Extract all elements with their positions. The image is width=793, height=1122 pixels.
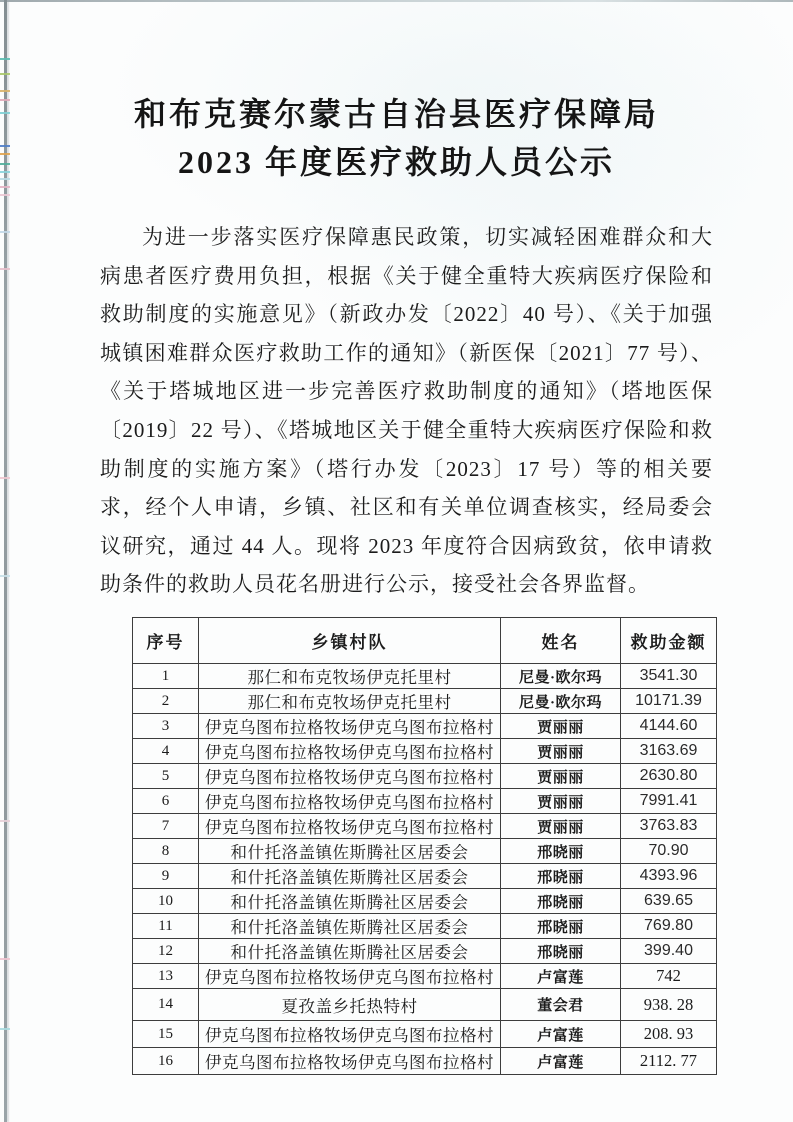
table-row [133,914,717,939]
row-amount-cell: 3163.69 [621,739,717,764]
row-index-cell: 15 [133,1021,199,1048]
row-unit-cell: 伊克乌图布拉格牧场伊克乌图布拉格村 [199,764,501,789]
row-amount-cell: 7991.41 [621,789,717,814]
scan-edge-color-mark [0,820,10,822]
row-index-cell: 12 [133,939,199,964]
row-amount-cell: 2630.80 [621,764,717,789]
row-unit-cell: 伊克乌图布拉格牧场伊克乌图布拉格村 [199,714,501,739]
scan-edge-color-mark [0,231,10,233]
row-index-cell: 9 [133,864,199,889]
row-index-cell: 2 [133,689,199,714]
row-name-cell: 卢富莲 [501,1048,621,1075]
column-header-unit: 乡镇村队 [199,618,501,664]
row-index-cell: 6 [133,789,199,814]
scan-top-edge-artifact [0,0,793,2]
row-name-cell: 邢晓丽 [501,864,621,889]
table-header-row [133,618,717,664]
row-name-cell: 贾丽丽 [501,764,621,789]
table-row [133,664,717,689]
assistance-roster-table [132,617,717,1075]
row-amount-cell: 938. 28 [621,989,717,1021]
table-row [133,1048,717,1075]
table-row [133,739,717,764]
row-index-cell: 3 [133,714,199,739]
row-unit-cell: 伊克乌图布拉格牧场伊克乌图布拉格村 [199,964,501,989]
row-unit-cell: 夏孜盖乡托热特村 [199,989,501,1021]
row-name-cell: 尼曼·欧尔玛 [501,664,621,689]
table-row [133,714,717,739]
row-index-cell: 11 [133,914,199,939]
row-name-cell: 贾丽丽 [501,714,621,739]
row-name-cell: 贾丽丽 [501,739,621,764]
row-unit-cell: 和什托洛盖镇佐斯腾社区居委会 [199,839,501,864]
row-unit-cell: 和什托洛盖镇佐斯腾社区居委会 [199,889,501,914]
row-index-cell: 1 [133,664,199,689]
row-name-cell: 贾丽丽 [501,789,621,814]
scan-edge-color-mark [0,1028,10,1030]
row-index-cell: 13 [133,964,199,989]
row-name-cell: 邢晓丽 [501,914,621,939]
table-row [133,964,717,989]
row-amount-cell: 4393.96 [621,864,717,889]
row-index-cell: 4 [133,739,199,764]
row-index-cell: 10 [133,889,199,914]
table-row [133,989,717,1021]
document-body-paragraph: 为进一步落实医疗保障惠民政策，切实减轻困难群众和大病患者医疗费用负担，根据《关于健全重特大疾病医疗保险和救助制度的实施意见》（新政办发〔2022〕40 号）、《关于加强城镇困难群众医疗救助工作的通知》（新医保〔2021〕77 号）、《关于塔城地区进一步完善医疗救助制度的通知》（塔地医保〔2019〕22 号）、《塔城地区关于健全重特大疾病医疗保险和救助制度的实施方案》（塔行办发〔2023〕17 号）等的相关要求，经个人申请，乡镇、社区和有关单位调查核实，经局委会议研究，通过 44 人。现将 2023 年度符合因病致贫，依申请救助条件的救助人员花名册进行公示，接受社会各界监督。 [100,225,713,597]
column-header-name: 姓名 [501,618,621,664]
assistance-table-body [133,664,717,1075]
row-amount-cell: 769.80 [621,914,717,939]
row-name-cell: 邢晓丽 [501,889,621,914]
row-unit-cell: 和什托洛盖镇佐斯腾社区居委会 [199,914,501,939]
row-name-cell: 邢晓丽 [501,939,621,964]
row-index-cell: 7 [133,814,199,839]
row-unit-cell: 伊克乌图布拉格牧场伊克乌图布拉格村 [199,739,501,764]
row-name-cell: 尼曼·欧尔玛 [501,689,621,714]
scan-edge-color-mark [0,194,10,196]
document-title-line2: 2023 年度医疗救助人员公示 [177,144,615,180]
table-row [133,689,717,714]
table-row [133,1021,717,1048]
row-unit-cell: 伊克乌图布拉格牧场伊克乌图布拉格村 [199,814,501,839]
row-name-cell: 贾丽丽 [501,814,621,839]
table-row [133,864,717,889]
scan-edge-color-mark [0,268,10,270]
scan-edge-color-mark [0,477,10,479]
column-header-amount: 救助金额 [621,618,717,664]
row-name-cell: 董会君 [501,989,621,1021]
row-unit-cell: 伊克乌图布拉格牧场伊克乌图布拉格村 [199,1021,501,1048]
row-unit-cell: 和什托洛盖镇佐斯腾社区居委会 [199,939,501,964]
document-title [0,90,793,186]
row-unit-cell: 伊克乌图布拉格牧场伊克乌图布拉格村 [199,1048,501,1075]
table-row [133,814,717,839]
row-amount-cell: 4144.60 [621,714,717,739]
row-unit-cell: 伊克乌图布拉格牧场伊克乌图布拉格村 [199,789,501,814]
row-amount-cell: 742 [621,964,717,989]
row-name-cell: 邢晓丽 [501,839,621,864]
document-title-line1: 和布克赛尔蒙古自治县医疗保障局 [133,96,659,132]
table-row [133,889,717,914]
row-amount-cell: 2112. 77 [621,1048,717,1075]
row-amount-cell: 208. 93 [621,1021,717,1048]
row-amount-cell: 70.90 [621,839,717,864]
column-header-seq: 序号 [133,618,199,664]
row-index-cell: 5 [133,764,199,789]
row-index-cell: 16 [133,1048,199,1075]
table-row [133,939,717,964]
row-name-cell: 卢富莲 [501,964,621,989]
scan-edge-color-mark [0,58,10,60]
row-index-cell: 14 [133,989,199,1021]
table-row [133,789,717,814]
row-amount-cell: 639.65 [621,889,717,914]
table-row [133,839,717,864]
row-unit-cell: 那仁和布克牧场伊克托里村 [199,664,501,689]
row-amount-cell: 3541.30 [621,664,717,689]
row-amount-cell: 10171.39 [621,689,717,714]
row-unit-cell: 那仁和布克牧场伊克托里村 [199,689,501,714]
scan-edge-color-mark [0,186,10,188]
scan-edge-color-mark [0,958,10,960]
row-name-cell: 卢富莲 [501,1021,621,1048]
scan-edge-color-mark [0,575,10,577]
table-row [133,764,717,789]
row-unit-cell: 和什托洛盖镇佐斯腾社区居委会 [199,864,501,889]
row-amount-cell: 399.40 [621,939,717,964]
row-amount-cell: 3763.83 [621,814,717,839]
scan-edge-color-mark [0,73,10,75]
row-index-cell: 8 [133,839,199,864]
